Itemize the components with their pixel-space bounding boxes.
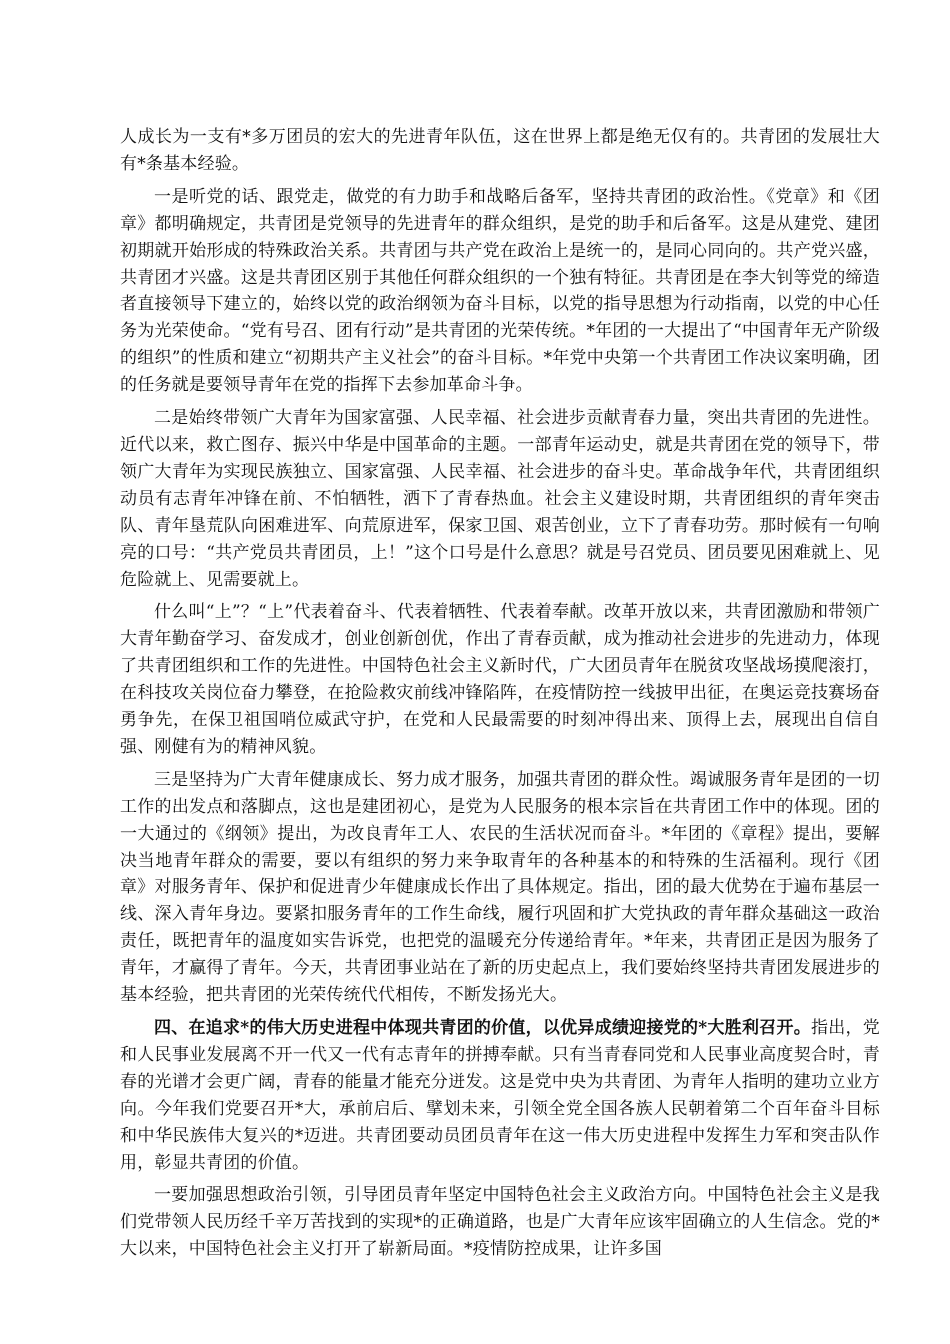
paragraph-section-four	[120, 1015, 880, 1176]
section-four-body: 指出，党和人民事业发展离不开一代又一代有志青年的拼搏奉献。只有当青春同党和人民事业高度契合时，青春的光谱才会更广阔，青春的能量才能充分迸发。这是党中央为共青团、为青年人指明的建功立业方向。今年我们党要召开*大，承前启后、擘划未来，引领全党全国各族人民朝着第二个百年奋斗目标和中华民族伟大复兴的*迈进。共青团要动员团员青年在这一伟大历史进程中发挥生力军和突击队作用，彰显共青团的价值。	[120, 1018, 880, 1173]
paragraph-continuation: 人成长为一支有*多万团员的宏大的先进青年队伍，这在世界上都是绝无仅有的。共青团的发展壮大有*条基本经验。	[120, 127, 880, 174]
paragraph-point-two: 二是始终带领广大青年为国家富强、人民幸福、社会进步贡献青春力量，突出共青团的先进性。近代以来，救亡图存、振兴中华是中国革命的主题。一部青年运动史，就是共青团在党的领导下，带领广大青年为实现民族独立、国家富强、人民幸福、社会进步的奋斗史。革命战争年代，共青团组织动员有志青年冲锋在前、不怕牺牲，洒下了青春热血。社会主义建设时期，共青团组织的青年突击队、青年垦荒队向困难进军、向荒原进军，保家卫国、艰苦创业，立下了青春功劳。那时候有一句响亮的口号：“共产党员共青团员，上！”这个口号是什么意思？就是号召党员、团员要见困难就上、见危险就上、见需要就上。	[120, 408, 880, 590]
paragraph-political-guidance: 一要加强思想政治引领，引导团员青年坚定中国特色社会主义政治方向。中国特色社会主义是我们党带领人民历经千辛万苦找到的实现*的正确道路，也是广大青年应该牢固确立的人生信念。党的*大以来，中国特色社会主义打开了崭新局面。*疫情防控成果，让许多国	[120, 1185, 880, 1260]
section-four-heading: 四、在追求*的伟大历史进程中体现共青团的价值，以优异成绩迎接党的*大胜利召开。	[154, 1018, 811, 1038]
paragraph-what-is-shang: 什么叫“上”？“上”代表着奋斗、代表着牺牲、代表着奉献。改革开放以来，共青团激励和带领广大青年勤奋学习、奋发成才，创业创新创优，作出了青春贡献，成为推动社会进步的先进动力，体现了共青团组织和工作的先进性。中国特色社会主义新时代，广大团员青年在脱贫攻坚战场摸爬滚打，在科技攻关岗位奋力攀登，在抢险救灾前线冲锋陷阵，在疫情防控一线披甲出征，在奥运竞技赛场奋勇争先，在保卫祖国哨位威武守护，在党和人民最需要的时刻冲得出来、顶得上去，展现出自信自强、刚健有为的精神风貌。	[120, 602, 880, 757]
paragraph-point-one: 一是听党的话、跟党走，做党的有力助手和战略后备军，坚持共青团的政治性。《党章》和《团章》都明确规定，共青团是党领导的先进青年的群众组织，是党的助手和后备军。这是从建党、建团初期就开始形成的特殊政治关系。共青团与共产党在政治上是统一的，是同心同向的。共产党兴盛，共青团才兴盛。这是共青团区别于其他任何群众组织的一个独有特征。共青团是在李大钊等党的缔造者直接领导下建立的，始终以党的政治纲领为奋斗目标，以党的指导思想为行动指南，以党的中心任务为光荣使命。“党有号召、团有行动”是共青团的光荣传统。*年团的一大提出了“中国青年无产阶级的组织”的性质和建立“初期共产主义社会”的奋斗目标。*年党中央第一个共青团工作决议案明确，团的任务就是要领导青年在党的指挥下去参加革命斗争。	[120, 186, 880, 396]
paragraph-point-three: 三是坚持为广大青年健康成长、努力成才服务，加强共青团的群众性。竭诚服务青年是团的一切工作的出发点和落脚点，这也是建团初心，是党为人民服务的根本宗旨在共青团工作中的体现。团的一大通过的《纲领》提出，为改良青年工人、农民的生活状况而奋斗。*年团的《章程》提出，要解决当地青年群众的需要，要以有组织的努力来争取青年的各种基本的和特殊的生活福利。现行《团章》对服务青年、保护和促进青少年健康成长作出了具体规定。指出，团的最大优势在于遍布基层一线、深入青年身边。要紧扣服务青年的工作生命线，履行巩固和扩大党执政的青年群众基础这一政治责任，既把青年的温度如实告诉党，也把党的温暖充分传递给青年。*年来，共青团正是因为服务了青年，才赢得了青年。今天，共青团事业站在了新的历史起点上，我们要始终坚持共青团发展进步的基本经验，把共青团的光荣传统代代相传，不断发扬光大。	[120, 769, 880, 1006]
document-body	[120, 124, 880, 1269]
